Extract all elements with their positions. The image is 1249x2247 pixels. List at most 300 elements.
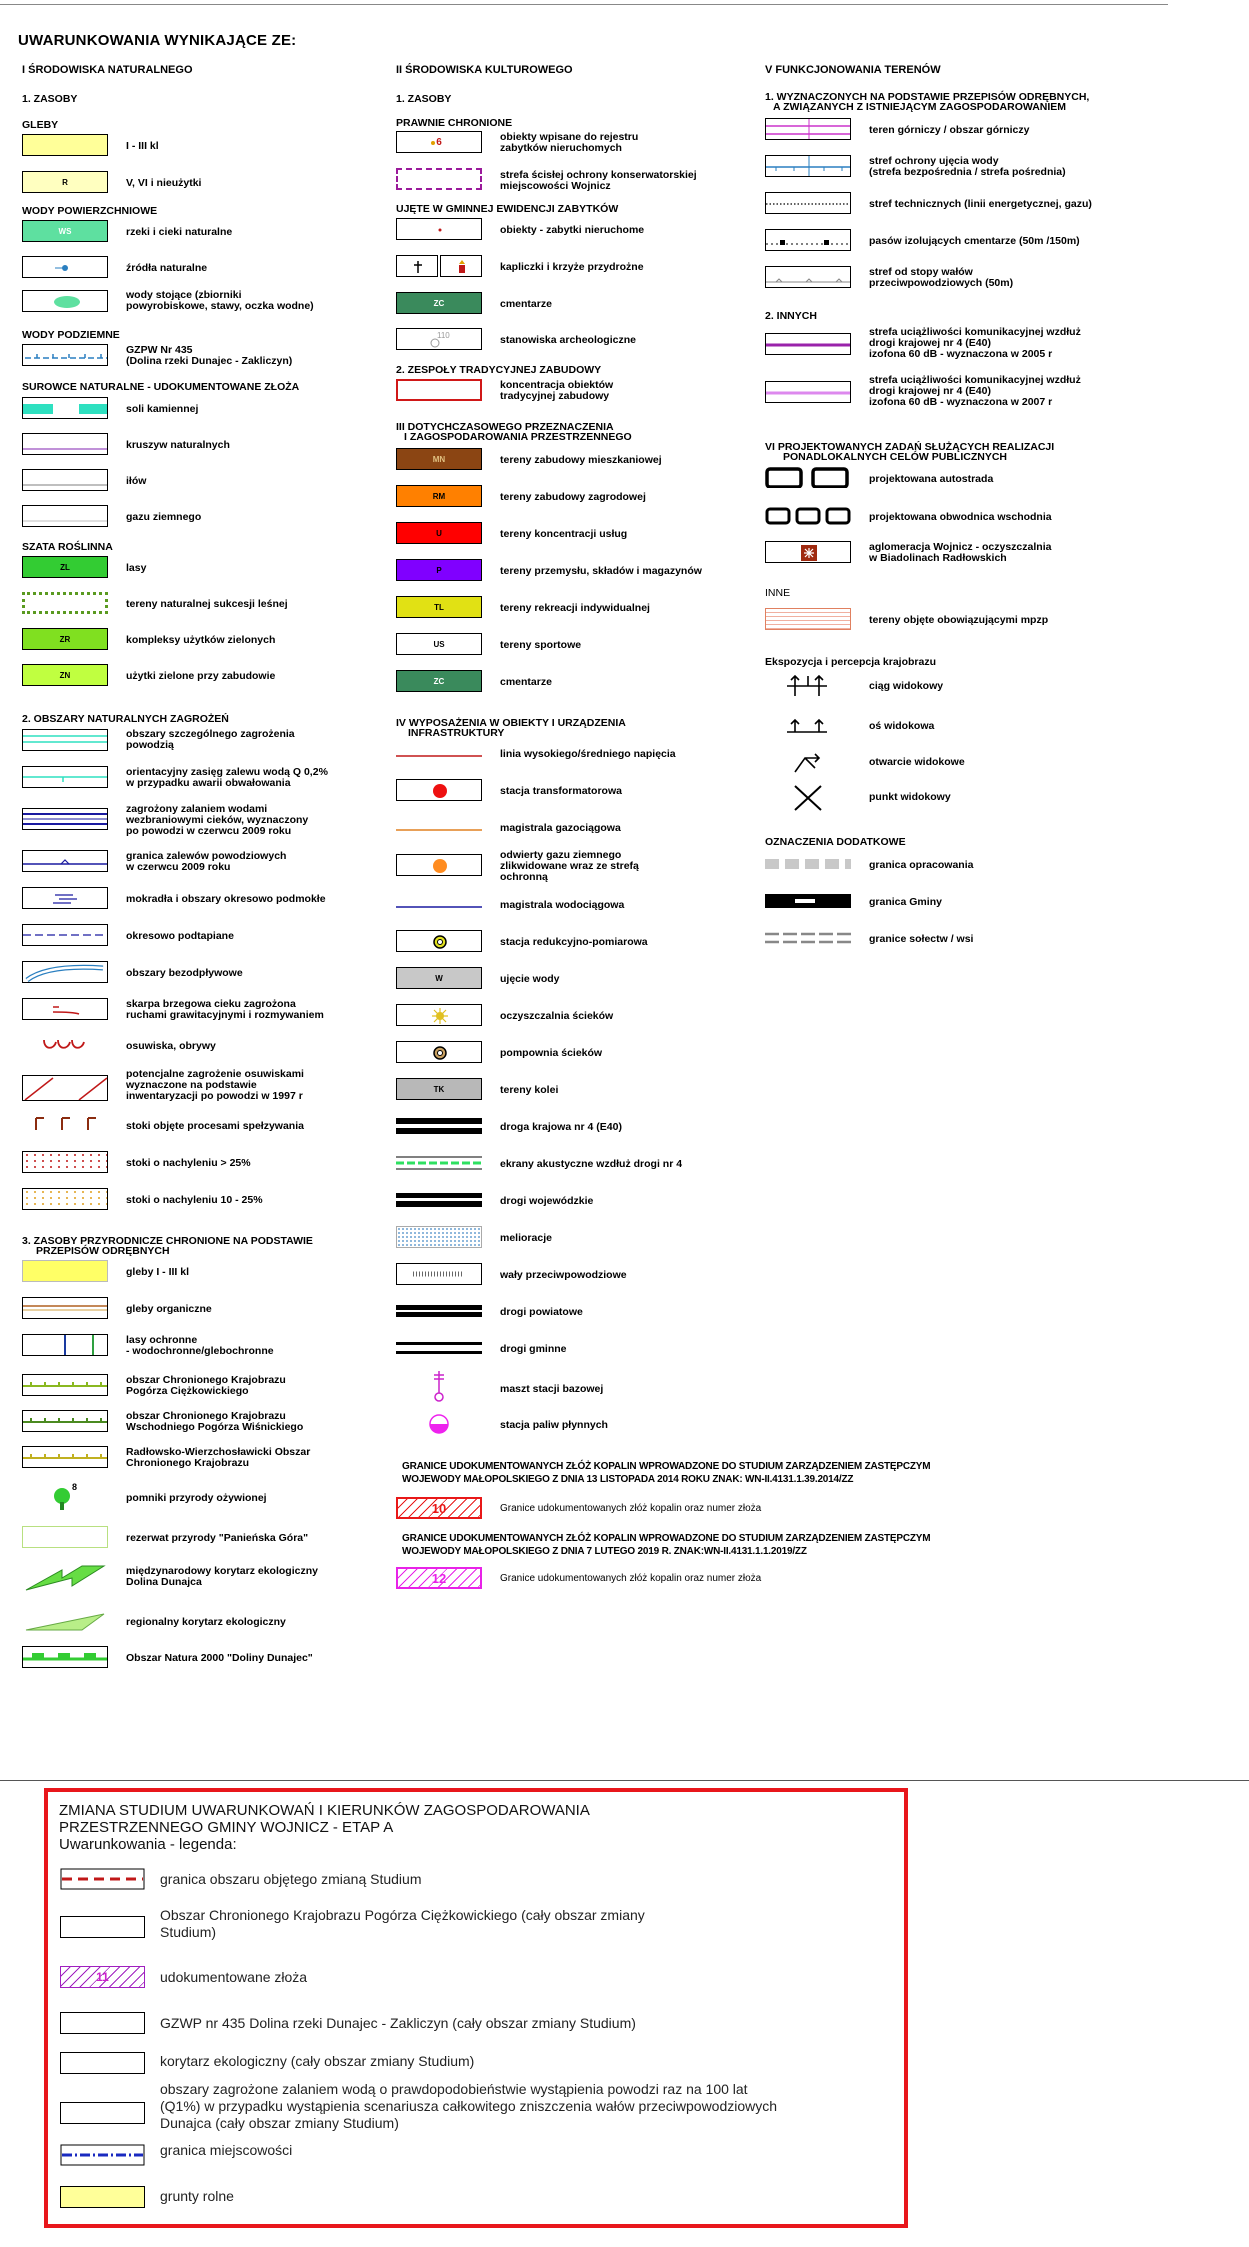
legend-row [22, 1297, 402, 1321]
legend-row [22, 850, 402, 874]
deposit-note: GRANICE UDOKUMENTOWANYCH ZŁÓŻ KOPALIN WPROWADZONE DO STUDIUM ZARZĄDZENIEM ZASTĘPCZYM [402, 1533, 931, 1544]
legend-row [396, 1410, 776, 1438]
swatch-code: R [62, 177, 68, 187]
swatch-water-intake [396, 967, 482, 989]
legend-row [22, 766, 402, 790]
legend-label: - wodochronne/glebochronne [126, 1345, 274, 1357]
legend-label: pompownia ścieków [500, 1047, 603, 1059]
legend-row [396, 448, 776, 472]
legend-row [22, 344, 402, 368]
subsection-heading: 3. ZASOBY PRZYRODNICZE CHRONIONE NA PODSTAWIE [22, 1235, 313, 1247]
legend-label: powodzią [126, 739, 174, 751]
legend-label: powyrobiskowe, stawy, oczka wodne) [126, 300, 314, 312]
legend-row [396, 379, 776, 403]
legend-label: pomniki przyrody ożywionej [126, 1492, 267, 1504]
swatch-code: RM [432, 491, 446, 501]
tree-monument-icon [22, 1482, 108, 1512]
group-heading: GLEBY [22, 119, 59, 131]
group-heading: WODY PODZIEMNE [22, 329, 120, 341]
legend-label: zabytków nieruchomych [500, 142, 622, 154]
legend-label: drogi krajowej nr 4 (E40) [869, 385, 991, 397]
legend-label: tereny zabudowy zagrodowej [500, 491, 646, 503]
change-legend-box [44, 1788, 908, 2228]
legend-label: GZWP nr 435 Dolina rzeki Dunajec - Zakliczyn (cały obszar zmiany Studium) [160, 2015, 636, 2031]
deposit-number: 10 [431, 1500, 447, 1516]
legend-label: magistrala gazociągowa [500, 822, 621, 834]
legend-label: stoki o nachyleniu 10 - 25% [126, 1194, 263, 1206]
legend-label: gazu ziemnego [126, 511, 202, 523]
legend-row [396, 292, 776, 316]
legend-label: wody stojące (zbiorniki [126, 289, 242, 301]
deposit-number: 12 [431, 1570, 447, 1586]
legend-row [396, 1078, 776, 1102]
legend-row [396, 1337, 776, 1361]
legend-row [765, 672, 1205, 700]
monument-number: 8 [72, 1482, 78, 1492]
viewpoint-icon [765, 782, 851, 812]
legend-row [22, 628, 402, 652]
subsection-heading: 1. ZASOBY [22, 93, 78, 105]
deposit-swatch [60, 1966, 145, 1988]
view-opening-icon [765, 748, 851, 776]
natura-2000-icon [22, 1646, 108, 1668]
legend-label: Granice udokumentowanych złóż kopalin oraz numer złoża [500, 1503, 762, 1514]
salt-symbol-icon [22, 397, 108, 419]
legend-label: miejscowości Wojnicz [500, 180, 611, 192]
legend-label: obiekty wpisane do rejestru [500, 131, 639, 143]
legend-label: kruszyw naturalnych [126, 439, 230, 451]
legend-label: ujęcie wody [500, 973, 560, 985]
deposit-2014-icon [396, 1497, 482, 1519]
section-heading: V FUNKCJONOWANIA TERENÓW [765, 64, 941, 76]
swatch-mn [396, 448, 482, 470]
legend-label: granica Gminy [869, 896, 942, 908]
legend-label: stref od stopy wałów [869, 266, 973, 278]
legend-row [765, 466, 1205, 492]
bypass-icon [765, 504, 851, 526]
noise-barrier-icon [396, 1152, 482, 1174]
legend-label: (strefa bezpośrednia / strefa pośrednia) [869, 166, 1066, 178]
gas-well-icon [396, 854, 482, 876]
box-title: PRZESTRZENNEGO GMINY WOJNICZ - ETAP A [59, 1819, 394, 1836]
legend-label: odwierty gazu ziemnego [500, 849, 622, 861]
legend-label: magistrala wodociągowa [500, 899, 625, 911]
change-boundary-icon [60, 1868, 145, 1890]
legend-label: gleby organiczne [126, 1303, 212, 1315]
legend-row [22, 469, 402, 493]
legend-label: mokradła i obszary okresowo podmokłe [126, 893, 326, 905]
legend-row [396, 816, 776, 840]
legend-row [765, 266, 1205, 290]
noise-zone-2007-icon [765, 381, 851, 403]
legend-row [22, 804, 402, 838]
legend-row [396, 522, 776, 546]
legend-row [396, 1115, 776, 1139]
traditional-buildings-icon [396, 379, 482, 401]
legend-label: wyznaczone na podstawie [126, 1079, 257, 1091]
legend-label: stoki objęte procesami spełzywania [126, 1120, 304, 1132]
subsection-heading: 2. INNYCH [765, 310, 817, 322]
legend-label: maszt stacji bazowej [500, 1383, 604, 1395]
legend-label: stref ochrony ujęcia wody [869, 155, 999, 167]
legend-label: obszar Chronionego Krajobrazu [126, 1374, 286, 1386]
legend-label: tradycyjnej zabudowy [500, 390, 610, 402]
legend-row [396, 131, 776, 155]
legend-label: tereny zabudowy mieszkaniowej [500, 454, 662, 466]
flood-zone-icon [22, 729, 108, 751]
legend-label: wały przeciwpowodziowe [500, 1269, 627, 1281]
swatch-code: MN [432, 454, 446, 464]
legend-label: korytarz ekologiczny (cały obszar zmiany Studium) [160, 2053, 475, 2069]
clay-symbol-icon [22, 469, 108, 491]
legend-row [22, 592, 402, 616]
legend-label: udokumentowane złoża [160, 1969, 308, 1985]
legend-label: wezbraniowymi cieków, wyznaczony [126, 814, 309, 826]
legend-row [396, 255, 776, 279]
legend-label: tereny przemysłu, składów i magazynów [500, 565, 702, 577]
column-natural [22, 64, 402, 1674]
subsection-heading: PRZEPISÓW ODRĘBNYCH [36, 1245, 170, 1257]
swatch-code: ZR [59, 634, 71, 644]
legend-row [22, 998, 402, 1022]
legend-row [22, 1188, 402, 1212]
legend-label: Granice udokumentowanych złóż kopalin oraz numer złoża [500, 1573, 762, 1584]
motorway-icon [765, 466, 851, 488]
legend-label: stacja transformatorowa [500, 785, 622, 797]
legend-label: przeciwpowodziowych (50m) [869, 277, 1014, 289]
legend-row [396, 1004, 776, 1028]
legend-label: strefa uciążliwości komunikacyjnej wzdłuż [869, 374, 1081, 386]
swatch-code: W [435, 973, 443, 983]
mining-area-icon [765, 118, 851, 140]
legend-label: ekrany akustyczne wzdłuż drogi nr 4 [500, 1158, 683, 1170]
slope-10-25-pattern [22, 1188, 108, 1210]
legend-row [396, 168, 776, 194]
swatch-soil-protected [22, 1260, 108, 1282]
wetland-icon [22, 887, 108, 909]
landslide-icon [22, 1034, 108, 1056]
municipal-road-icon [396, 1337, 482, 1359]
legend-row [22, 1646, 402, 1670]
swatch-forest [22, 556, 108, 578]
deposit-note: WOJEWODY MAŁOPOLSKIEGO Z DNIA 13 LISTOPADA 2014 ROKU ZNAK: WN-II.4131.1.39.2014/ZZ [402, 1474, 854, 1485]
legend-label: (Q1%) w przypadku wystąpienia scenariusza całkowitego zniszczenia wałów przeciwpowodziowych [160, 2098, 778, 2114]
legend-label: kapliczki i krzyże przydrożne [500, 261, 644, 273]
periodic-flooding-icon [22, 924, 108, 946]
swatch-code: ZL [60, 562, 70, 572]
legend-label: izofona 60 dB - wyznaczona w 2005 r [869, 348, 1053, 360]
pump-station-icon [396, 1041, 482, 1063]
group-heading: PRAWNIE CHRONIONE [396, 117, 513, 129]
legend-row [765, 853, 1205, 877]
deposit-number: 11 [96, 1970, 109, 1984]
deposit-note: WOJEWODY MAŁOPOLSKIEGO Z DNIA 7 LUTEGO 2019 R. ZNAK:WN-II.4131.1.1.2019/ZZ [402, 1546, 807, 1557]
aggregate-symbol-icon [22, 433, 108, 455]
deposit-note: GRANICE UDOKUMENTOWANYCH ZŁÓŻ KOPALIN WPROWADZONE DO STUDIUM ZARZĄDZENIEM ZASTĘPCZYM [402, 1461, 931, 1472]
legend-row [396, 1189, 776, 1213]
legend-row [396, 559, 776, 583]
water-main-icon [396, 893, 482, 915]
legend-label: strefa ścisłej ochrony konserwatorskiej [500, 169, 697, 181]
legend-label: otwarcie widokowe [869, 756, 965, 768]
subsection-heading: I ZAGOSPODAROWANIA PRZESTRZENNEGO [404, 431, 632, 443]
subsection-heading: 1. ZASOBY [396, 93, 452, 105]
legend-label: grunty rolne [160, 2188, 234, 2204]
legend-label: rezerwat przyrody "Panieńska Góra" [126, 1532, 309, 1544]
top-rule [0, 4, 1168, 5]
legend-label: teren górniczy / obszar górniczy [869, 124, 1030, 136]
legend-label: źródła naturalne [126, 262, 208, 274]
legend-row [396, 1369, 776, 1403]
swatch-tl [396, 596, 482, 618]
legend-label: Wschodniego Pogórza Wiśnickiego [126, 1421, 304, 1433]
national-road-icon [396, 1115, 482, 1137]
site-number: 110 [437, 331, 450, 340]
view-axis-icon [765, 712, 851, 740]
legend-label: projektowana autostrada [869, 473, 994, 485]
legend-row [396, 779, 776, 803]
agglomeration-icon [765, 541, 851, 563]
legend-label: tereny objęte obowiązującymi mpzp [869, 614, 1049, 626]
legend-label: tereny sportowe [500, 639, 582, 651]
embankment-icon [22, 998, 108, 1020]
legend-label: granice sołectw / wsi [869, 933, 974, 945]
legend-label: stacja paliw płynnych [500, 1419, 608, 1431]
legend-row [765, 192, 1205, 216]
swatch-meadow [22, 628, 108, 650]
legend-row [765, 327, 1205, 361]
legend-label: ciąg widokowy [869, 680, 944, 692]
strict-protection-icon [396, 168, 482, 190]
legend-label: stoki o nachyleniu > 25% [126, 1157, 251, 1169]
legend-row [22, 664, 402, 688]
legend-row [22, 1562, 402, 1592]
legend-label: tereny rekreacji indywidualnej [500, 602, 650, 614]
deposit-2019-icon [396, 1567, 482, 1589]
legend-row [22, 290, 402, 316]
legend-row [396, 930, 776, 954]
municipality-boundary-icon [765, 890, 851, 912]
legend-row [765, 504, 1205, 530]
group-heading: UJĘTE W GMINNEJ EWIDENCJI ZABYTKÓW [396, 203, 619, 215]
legend-label: drogi gminne [500, 1343, 567, 1355]
group-heading: SZATA ROŚLINNA [22, 541, 113, 553]
levee-icon [396, 1263, 482, 1285]
legend-row [765, 782, 1205, 812]
legend-label: V, VI i nieużytki [126, 177, 202, 189]
legend-row [22, 1610, 402, 1634]
endorheic-icon [22, 961, 108, 983]
subsection-heading: 2. ZESPOŁY TRADYCYJNEJ ZABUDOWY [396, 364, 602, 376]
legend-row [396, 1497, 776, 1521]
legend-row [396, 1263, 776, 1287]
legend-row [22, 1334, 402, 1358]
treatment-plant-icon [396, 1004, 482, 1026]
legend-row [396, 633, 776, 657]
legend-label: użytki zielone przy zabudowie [126, 670, 276, 682]
group-heading: OZNACZENIA DODATKOWE [765, 836, 906, 848]
swatch-rm [396, 485, 482, 507]
shrine-icon [440, 255, 482, 277]
regional-corridor-icon [22, 1610, 108, 1632]
legend-label: oczyszczalnia ścieków [500, 1010, 614, 1022]
legend-label: granica opracowania [869, 859, 974, 871]
legend-label: ochronną [500, 871, 548, 883]
swatch-code: P [436, 565, 442, 575]
intl-corridor-icon [22, 1562, 108, 1592]
melioration-pattern [396, 1226, 482, 1248]
landscape-park-swatch [60, 1916, 145, 1938]
legend-row [765, 155, 1205, 179]
legend-label: inwentaryzacji po powodzi w 1997 r [126, 1090, 303, 1102]
legend-row [22, 1034, 402, 1058]
legend-label: potencjalne zagrożenie osuwiskami [126, 1068, 304, 1080]
gzpw-symbol-icon [22, 344, 108, 366]
legend-label: stacja redukcyjno-pomiarowa [500, 936, 648, 948]
pond-symbol-icon [22, 290, 108, 312]
group-heading: WODY POWIERZCHNIOWE [22, 205, 158, 217]
legend-row [396, 1226, 776, 1250]
swatch-code: ZN [59, 670, 71, 680]
legend-label: Dolina Dunajca [126, 1576, 202, 1588]
swatch-code: ZC [433, 676, 445, 686]
legend-label: cmentarze [500, 676, 552, 688]
legend-row [396, 742, 776, 766]
group-heading: SUROWCE NATURALNE - UDOKUMENTOWANE ZŁOŻA [22, 381, 300, 393]
legend-row [22, 1526, 402, 1550]
protective-forest-icon [22, 1334, 108, 1356]
legend-row [396, 670, 776, 694]
swatch-yellow [22, 134, 108, 156]
legend-row [22, 1151, 402, 1175]
subsection-heading: A ZWIĄZANYCH Z ISTNIEJĄCYM ZAGOSPODAROWANIEM [773, 101, 1067, 113]
legend-row [396, 893, 776, 917]
legend-row [765, 712, 1205, 740]
water-protection-icon [765, 155, 851, 177]
swatch-u [396, 522, 482, 544]
legend-label: aglomeracja Wojnicz - oczyszczalnia [869, 541, 1052, 553]
flood-q02-icon [22, 766, 108, 788]
legend-label: lasy [126, 562, 147, 574]
legend-label: w Biadolinach Radłowskich [869, 552, 1007, 564]
legend-label: stanowiska archeologiczne [500, 334, 636, 346]
legend-label: obszary bezodpływowe [126, 967, 243, 979]
organic-soil-icon [22, 1297, 108, 1319]
subsection-heading: IV WYPOSAŻENIA W OBIEKTY I URZĄDZENIA [396, 717, 626, 729]
legend-label: obszary szczególnego zagrożenia [126, 728, 295, 740]
legend-row [765, 890, 1205, 914]
legend-label: Chronionego Krajobrazu [126, 1457, 250, 1469]
legend-label: izofona 60 dB - wyznaczona w 2007 r [869, 396, 1053, 408]
legend-row [22, 1069, 402, 1103]
noise-zone-2005-icon [765, 333, 851, 355]
legend-label: Radłowsko-Wierzchosławicki Obszar [126, 1446, 311, 1458]
group-heading: INNE [765, 587, 791, 599]
mpzp-pattern [765, 608, 851, 630]
legend-row [765, 375, 1205, 409]
subsection-heading: 2. OBSZARY NATURALNYCH ZAGROŻEŃ [22, 713, 229, 725]
levee-zone-icon [765, 266, 851, 288]
swatch-p [396, 559, 482, 581]
box-subtitle: Uwarunkowania - legenda: [59, 1836, 237, 1853]
legend-label: regionalny korytarz ekologiczny [126, 1616, 286, 1628]
legend-row [22, 1114, 402, 1138]
legend-label: lasy ochronne [126, 1334, 198, 1346]
subsection-heading: III DOTYCHCZASOWEGO PRZEZNACZENIA [396, 421, 614, 433]
legend-label: gleby I - III kl [126, 1266, 190, 1278]
subsection-heading: INFRASTRUKTURY [408, 727, 505, 739]
subsection-heading: 1. WYZNACZONYCH NA PODSTAWIE PRZEPISÓW ODRĘBNYCH, [765, 91, 1090, 103]
legend-label: po powodzi w czerwcu 2009 roku [126, 825, 292, 837]
legend-row [396, 218, 776, 242]
swatch-code: US [433, 639, 445, 649]
legend-label: Obszar Chronionego Krajobrazu Pogórza Ciężkowickiego (cały obszar zmiany [160, 1907, 645, 1923]
legend-label: w czerwcu 2009 roku [126, 861, 231, 873]
legend-row [22, 134, 402, 158]
legend-label: orientacyjny zasięg zalewu wodą Q 0,2% [126, 766, 328, 778]
swatch-zc [396, 670, 482, 692]
swatch-code: TL [434, 602, 444, 612]
swatch-cemetery [396, 292, 482, 314]
register-monument-icon [396, 131, 482, 153]
legend-label: pasów izolujących cmentarze (50m /150m) [869, 235, 1080, 247]
legend-label: obszary zagrożone zalaniem wodą o prawdopodobieństwie wystąpienia powodzi raz na 100 lat [160, 2081, 748, 2097]
swatch-railway [396, 1078, 482, 1100]
legend-row [22, 220, 402, 244]
legend-label: kompleksy użytków zielonych [126, 634, 276, 646]
swatch-code: ZC [433, 298, 445, 308]
legend-row [22, 1410, 402, 1434]
legend-row [396, 1152, 776, 1176]
legend-label: tereny kolei [500, 1084, 559, 1096]
legend-row [396, 596, 776, 620]
group-heading: Ekspozycja i percepcja krajobrazu [765, 656, 936, 668]
legend-label: iłów [126, 475, 147, 487]
legend-row [396, 485, 776, 509]
legend-row [765, 927, 1205, 951]
legend-row [765, 229, 1205, 253]
archaeology-icon [396, 328, 482, 350]
legend-row [22, 171, 402, 195]
legend-row [396, 850, 776, 884]
legend-row [22, 924, 402, 948]
legend-row [22, 1260, 402, 1284]
technical-zone-icon [765, 192, 851, 214]
legend-label: Pogórza Ciężkowickiego [126, 1385, 249, 1397]
swatch-green [22, 220, 108, 242]
spring-symbol-icon [22, 256, 108, 278]
box-title: ZMIANA STUDIUM UWARUNKOWAŃ I KIERUNKÓW ZAGOSPODAROWANIA [59, 1802, 590, 1819]
legend-row [765, 541, 1205, 565]
page-title: UWARUNKOWANIA WYNIKAJĄCE ZE: [18, 32, 297, 49]
view-corridor-icon [765, 672, 851, 700]
landscape-area-icon [22, 1374, 108, 1396]
flood-boundary-icon [22, 850, 108, 872]
legend-row [22, 1446, 402, 1470]
legend-label: okresowo podtapiane [126, 930, 234, 942]
swatch-succession [22, 592, 108, 614]
legend-label: stref technicznych (linii energetycznej, gazu) [869, 198, 1092, 210]
legend-label: ruchami grawitacyjnymi i rozmywaniem [126, 1009, 324, 1021]
column-functions [765, 64, 1205, 964]
cemetery-buffer-icon [765, 229, 851, 251]
swatch-pale-yellow [22, 171, 108, 193]
flood-q1-swatch [60, 2102, 145, 2124]
legend-label: Studium) [160, 1924, 217, 1940]
legend-row [22, 256, 402, 280]
study-boundary-icon [765, 853, 851, 875]
legend-label: tereny koncentracji usług [500, 528, 628, 540]
